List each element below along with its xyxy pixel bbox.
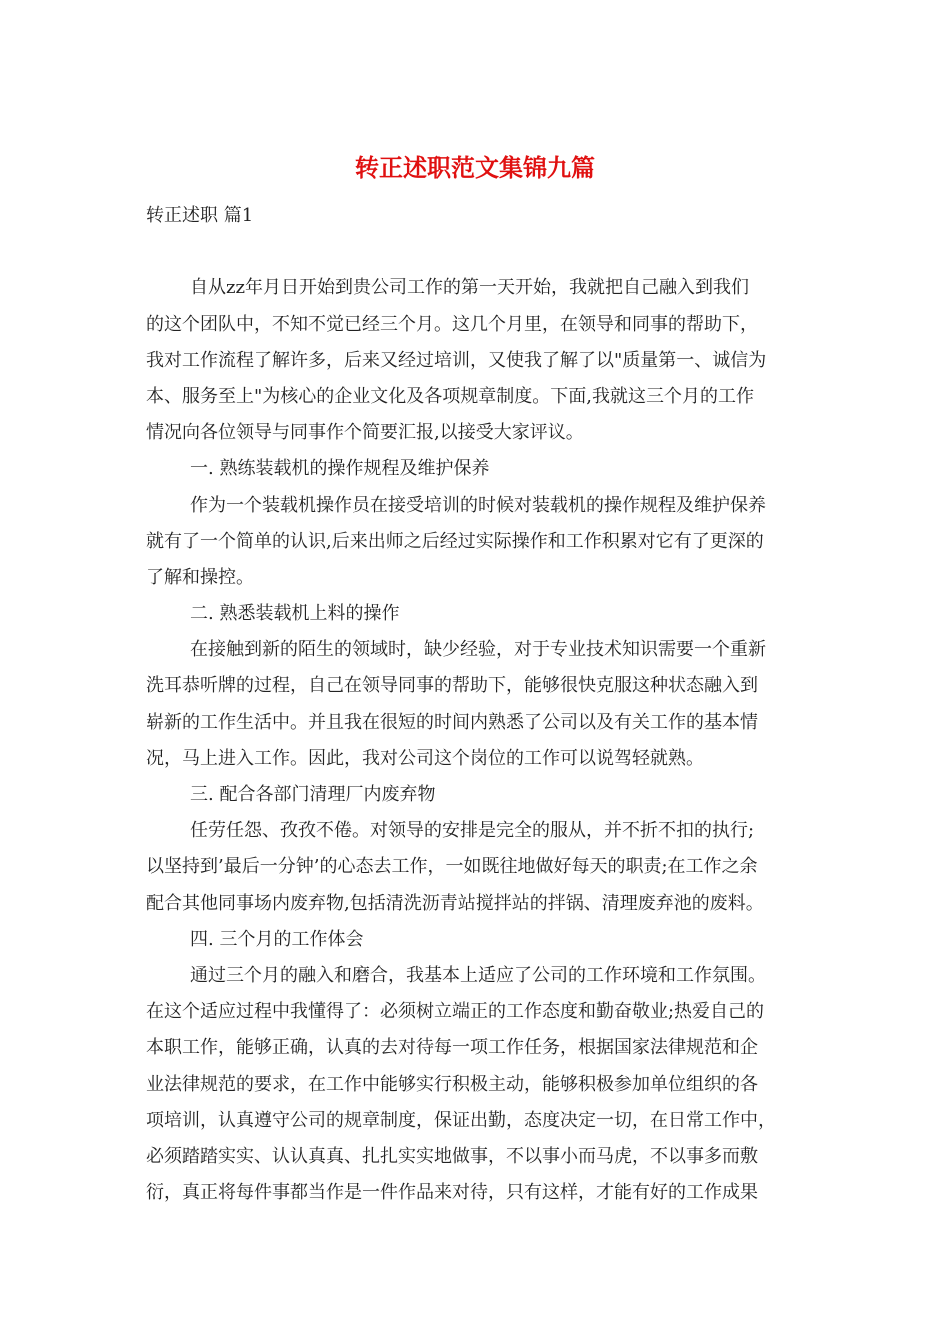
paragraph-line: 项培训，认真遵守公司的规章制度，保证出勤，态度决定一切，在日常工作中， <box>146 1109 776 1131</box>
paragraph-line: 自从zz年月日开始到贵公司工作的第一天开始，我就把自己融入到我们 <box>190 277 749 299</box>
paragraph-line: 作为一个装载机操作员在接受培训的时候对装载机的操作规程及维护保养 <box>190 494 766 516</box>
paragraph-line: 以坚持到’最后一分钟’的心态去工作，一如既往地做好每天的职责;在工作之余 <box>146 856 758 878</box>
paragraph-line: 在这个适应过程中我懂得了：必须树立端正的工作态度和勤奋敬业;热爱自己的 <box>146 1001 765 1023</box>
paragraph-line: 我对工作流程了解许多，后来又经过培训，又使我了解了以"质量第一、诚信为 <box>146 349 767 371</box>
paragraph-line: 崭新的工作生活中。并且我在很短的时间内熟悉了公司以及有关工作的基本情 <box>146 711 758 733</box>
paragraph-line: 在接触到新的陌生的领域时，缺少经验，对于专业技术知识需要一个重新 <box>190 639 766 661</box>
subheading: 一. 熟练装载机的操作规程及维护保养 <box>190 458 490 480</box>
section-heading: 转正述职 篇1 <box>146 205 254 226</box>
paragraph-line: 洗耳恭听牌的过程，自己在领导同事的帮助下，能够很快克服这种状态融入到 <box>146 675 758 697</box>
paragraph-line: 的这个团队中，不知不觉已经三个月。这几个月里，在领导和同事的帮助下， <box>146 313 758 335</box>
paragraph-line: 况，马上进入工作。因此，我对公司这个岗位的工作可以说驾轻就熟。 <box>146 747 704 769</box>
document-body <box>146 198 811 1211</box>
paragraph-line: 就有了一个简单的认识,后来出师之后经过实际操作和工作积累对它有了更深的 <box>146 530 764 552</box>
paragraph-line: 衍，真正将每件事都当作是一件作品来对待，只有这样，才能有好的工作成果 <box>146 1182 758 1204</box>
document-title: 转正述职范文集锦九篇 <box>355 153 595 182</box>
paragraph-line: 业法律规范的要求，在工作中能够实行积极主动，能够积极参加单位组织的各 <box>146 1073 758 1095</box>
subheading: 二. 熟悉装载机上料的操作 <box>190 603 400 625</box>
paragraph-line: 了解和操控。 <box>146 566 254 588</box>
paragraph-line: 通过三个月的融入和磨合，我基本上适应了公司的工作环境和工作氛围。 <box>190 964 766 986</box>
subheading: 四. 三个月的工作体会 <box>190 928 364 950</box>
blank-line <box>146 234 811 270</box>
paragraph-line: 配合其他同事场内废弃物,包括清洗沥青站搅拌站的拌锅、清理废弃池的废料。 <box>146 892 764 914</box>
subheading: 三. 配合各部门清理厂内废弃物 <box>190 784 436 805</box>
paragraph-line: 任劳任怨、孜孜不倦。对领导的安排是完全的服从，并不折不扣的执行; <box>190 820 755 842</box>
paragraph-line: 必须踏踏实实、认认真真、扎扎实实地做事，不以事小而马虎，不以事多而敷 <box>146 1145 758 1167</box>
paragraph-line: 本、服务至上"为核心的企业文化及各项规章制度。下面,我就这三个月的工作 <box>146 385 754 407</box>
paragraph-line: 情况向各位领导与同事作个简要汇报,以接受大家评议。 <box>146 422 584 444</box>
paragraph-line: 本职工作，能够正确，认真的去对待每一项工作任务，根据国家法律规范和企 <box>146 1037 758 1059</box>
